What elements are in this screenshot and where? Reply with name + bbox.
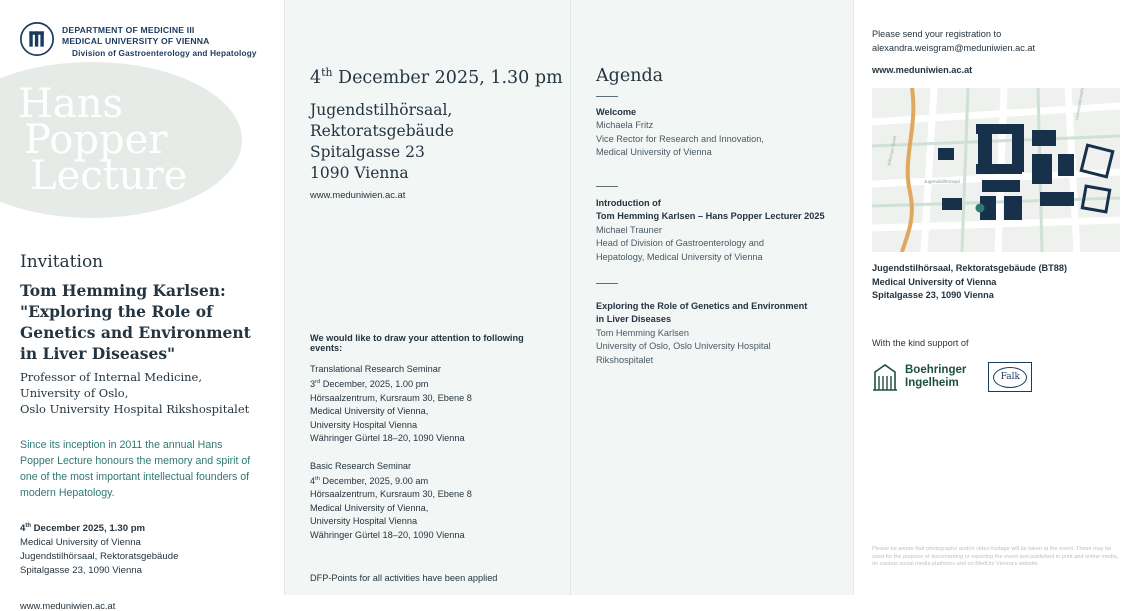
agenda-item-detail: Rikshospitalet (596, 354, 654, 365)
event-location-line: Medical University of Vienna, (310, 502, 429, 513)
lecture-title-line-3: Genetics and Environment (20, 323, 251, 342)
agenda-item-speaker: Tom Hemming Karlsen (596, 327, 689, 338)
speaker-affiliation (20, 369, 270, 417)
panel-invitation (0, 0, 285, 611)
affiliation-line-2: University of Oslo, (20, 386, 129, 400)
venue-line-1: Jugendstilhörsaal, (310, 101, 453, 119)
sponsor-boehringer-line-1: Boehringer (905, 364, 967, 376)
event-location-line: Medical University of Vienna, (310, 406, 429, 417)
panel-divider (284, 0, 285, 595)
campus-map-icon (872, 88, 1120, 252)
agenda-item-detail: University of Oslo, Oslo University Hospital (596, 341, 771, 352)
lecture-description: Since its inception in 2011 the annual Hans Popper Lecture honours the memory and spirit of one of the most important intellectual founders of modern Hepatology. (20, 439, 251, 499)
agenda-item-heading: in Liver Diseases (596, 314, 672, 325)
event-date-day: 3 (310, 379, 316, 390)
brand-line-3: Division of Gastroenterology and Hepatology (72, 49, 257, 59)
sponsor-boehringer-text (905, 364, 966, 390)
event-date-rest: December, 2025, 1.00 pm (320, 379, 429, 390)
event-location-line: Währinger Gürtel 18–20, 1090 Vienna (310, 433, 465, 444)
lecture-title-line-2: "Exploring the Role of (20, 302, 213, 321)
svg-text:Universitätsstraße: Universitätsstraße (1074, 88, 1085, 121)
related-event-item (310, 460, 550, 543)
event-date (20, 523, 270, 534)
sponsor-boehringer (872, 362, 966, 392)
agenda-item-detail: Vice Rector for Research and Innovation, (596, 133, 764, 144)
agenda-divider (596, 96, 618, 97)
event-date-rest: December 2025, 1.30 pm (30, 523, 146, 535)
registration-line-1: Please send your registration to (872, 29, 1002, 39)
event-date-day: 4 (310, 475, 316, 486)
agenda-item-speaker: Michael Trauner (596, 224, 662, 235)
hero-title (18, 81, 188, 199)
lecture-title-line-4: in Liver Diseases" (20, 344, 176, 363)
registration-instructions (872, 28, 1035, 55)
agenda-item-heading: Tom Hemming Karlsen – Hans Popper Lecturer 2025 (596, 211, 825, 222)
campus-map[interactable] (872, 88, 1120, 252)
mui-vienna-logo-icon (20, 22, 54, 56)
affiliation-line-3: Oslo University Hospital Rikshospitalet (20, 402, 250, 416)
registration-email[interactable]: alexandra.weisgram@meduniwien.ac.at (872, 42, 1036, 53)
map-caption-line-2: Medical University of Vienna (872, 276, 997, 287)
map-caption-line-1: Jugendstilhörsaal, Rektoratsgebäude (BT88) (872, 263, 1068, 273)
related-event-item (310, 363, 550, 446)
agenda-item-detail: Hepatology, Medical University of Vienna (596, 251, 763, 262)
boehringer-logo-icon (872, 362, 898, 392)
agenda-item-detail: Medical University of Vienna (596, 147, 712, 158)
agenda-item-detail: Head of Division of Gastroenterology and (596, 238, 765, 249)
panel-agenda (570, 0, 853, 595)
event-date-suffix: th (315, 475, 320, 482)
event-datetime (310, 473, 550, 488)
venue-line-2: Rektoratsgebäude (310, 122, 454, 140)
event-date-suffix: rd (315, 379, 321, 386)
event-address-line-2: Jugendstilhörsaal, Rektoratsgebäude (20, 551, 179, 563)
event-address (20, 536, 270, 578)
event-date-rest: December, 2025, 9.00 am (319, 475, 429, 486)
svg-text:Jugendstilhörsaal: Jugendstilhörsaal (924, 179, 960, 184)
agenda-item-speaker: Michaela Fritz (596, 120, 654, 131)
hero-line-2: Popper (24, 117, 168, 163)
brand-line-2: MEDICAL UNIVERSITY OF VIENNA (62, 35, 210, 46)
event-datetime (310, 376, 550, 391)
sponsor-falk (988, 362, 1032, 392)
event-date-day: 4 (20, 523, 26, 535)
invitation-heading: Invitation (20, 252, 104, 272)
sponsor-boehringer-line-2: Ingelheim (905, 377, 959, 389)
event-address-line-1: Medical University of Vienna (20, 537, 141, 549)
registration-content (872, 0, 1120, 595)
support-label: With the kind support of (872, 338, 969, 348)
hero-line-1: Hans (18, 81, 124, 127)
event-location-line: Hörsaalzentrum, Kursraum 30, Ebene 8 (310, 392, 472, 403)
map-caption (872, 262, 1067, 303)
agenda-item (596, 197, 834, 264)
agenda-divider (596, 283, 618, 284)
panel-details (285, 0, 570, 595)
brand-line-1: DEPARTMENT OF MEDICINE III (62, 25, 195, 35)
lecture-title (20, 280, 270, 364)
event-location-line: University Hospital Vienna (310, 419, 418, 430)
related-events-heading: We would like to draw your attention to following events: (310, 333, 524, 353)
event-name: Basic Research Seminar (310, 460, 412, 471)
details-date-day: 4 (310, 67, 322, 88)
event-location-line: Währinger Gürtel 18–20, 1090 Vienna (310, 529, 465, 540)
venue-line-4: 1090 Vienna (310, 164, 409, 182)
brand-header (0, 0, 285, 60)
event-date-suffix: th (25, 523, 31, 529)
event-location-line: University Hospital Vienna (310, 516, 418, 527)
details-url[interactable]: www.meduniwien.ac.at (310, 189, 406, 200)
svg-text:Währinger Gürtel: Währinger Gürtel (886, 135, 898, 167)
event-address-line-3: Spitalgasse 23, 1090 Vienna (20, 565, 142, 577)
event-name: Translational Research Seminar (310, 364, 441, 374)
dfp-note: DFP-Points for all activities have been applied (310, 573, 498, 583)
agenda-item-heading: Introduction of (596, 198, 661, 208)
panel-divider (853, 0, 854, 595)
details-date-rest: December 2025, 1.30 pm (332, 67, 563, 88)
agenda-item-heading: Exploring the Role of Genetics and Environment (596, 301, 808, 311)
venue-line-3: Spitalgasse 23 (310, 143, 425, 161)
photo-disclaimer: Please be aware that photographs and/or video footage will be taken at the event. These may be used for the purpose of documenting or reporting the event and published in print and online media, on various social media platforms and on MedUni Vienna's website. (872, 546, 1119, 568)
agenda-item (596, 106, 834, 160)
lecture-title-line-1: Tom Hemming Karlsen: (20, 281, 226, 300)
invitation-body (20, 252, 270, 611)
registration-url[interactable]: www.meduniwien.ac.at (872, 65, 973, 75)
related-events (310, 333, 550, 556)
sponsor-logos (872, 362, 1032, 392)
sponsor-falk-text: Falk (993, 367, 1027, 388)
agenda-item (596, 300, 834, 367)
agenda-divider (596, 186, 618, 187)
website-url[interactable]: www.meduniwien.ac.at (20, 600, 116, 611)
hero-line-3: Lecture (30, 153, 188, 199)
map-caption-line-3: Spitalgasse 23, 1090 Vienna (872, 290, 994, 301)
details-venue (310, 100, 454, 184)
details-date-suffix: th (321, 66, 333, 79)
event-location-line: Hörsaalzentrum, Kursraum 30, Ebene 8 (310, 489, 472, 500)
affiliation-line-1: Professor of Internal Medicine, (20, 370, 203, 384)
details-date (310, 66, 563, 88)
agenda-item-heading: Welcome (596, 107, 637, 117)
agenda-title: Agenda (596, 66, 664, 86)
